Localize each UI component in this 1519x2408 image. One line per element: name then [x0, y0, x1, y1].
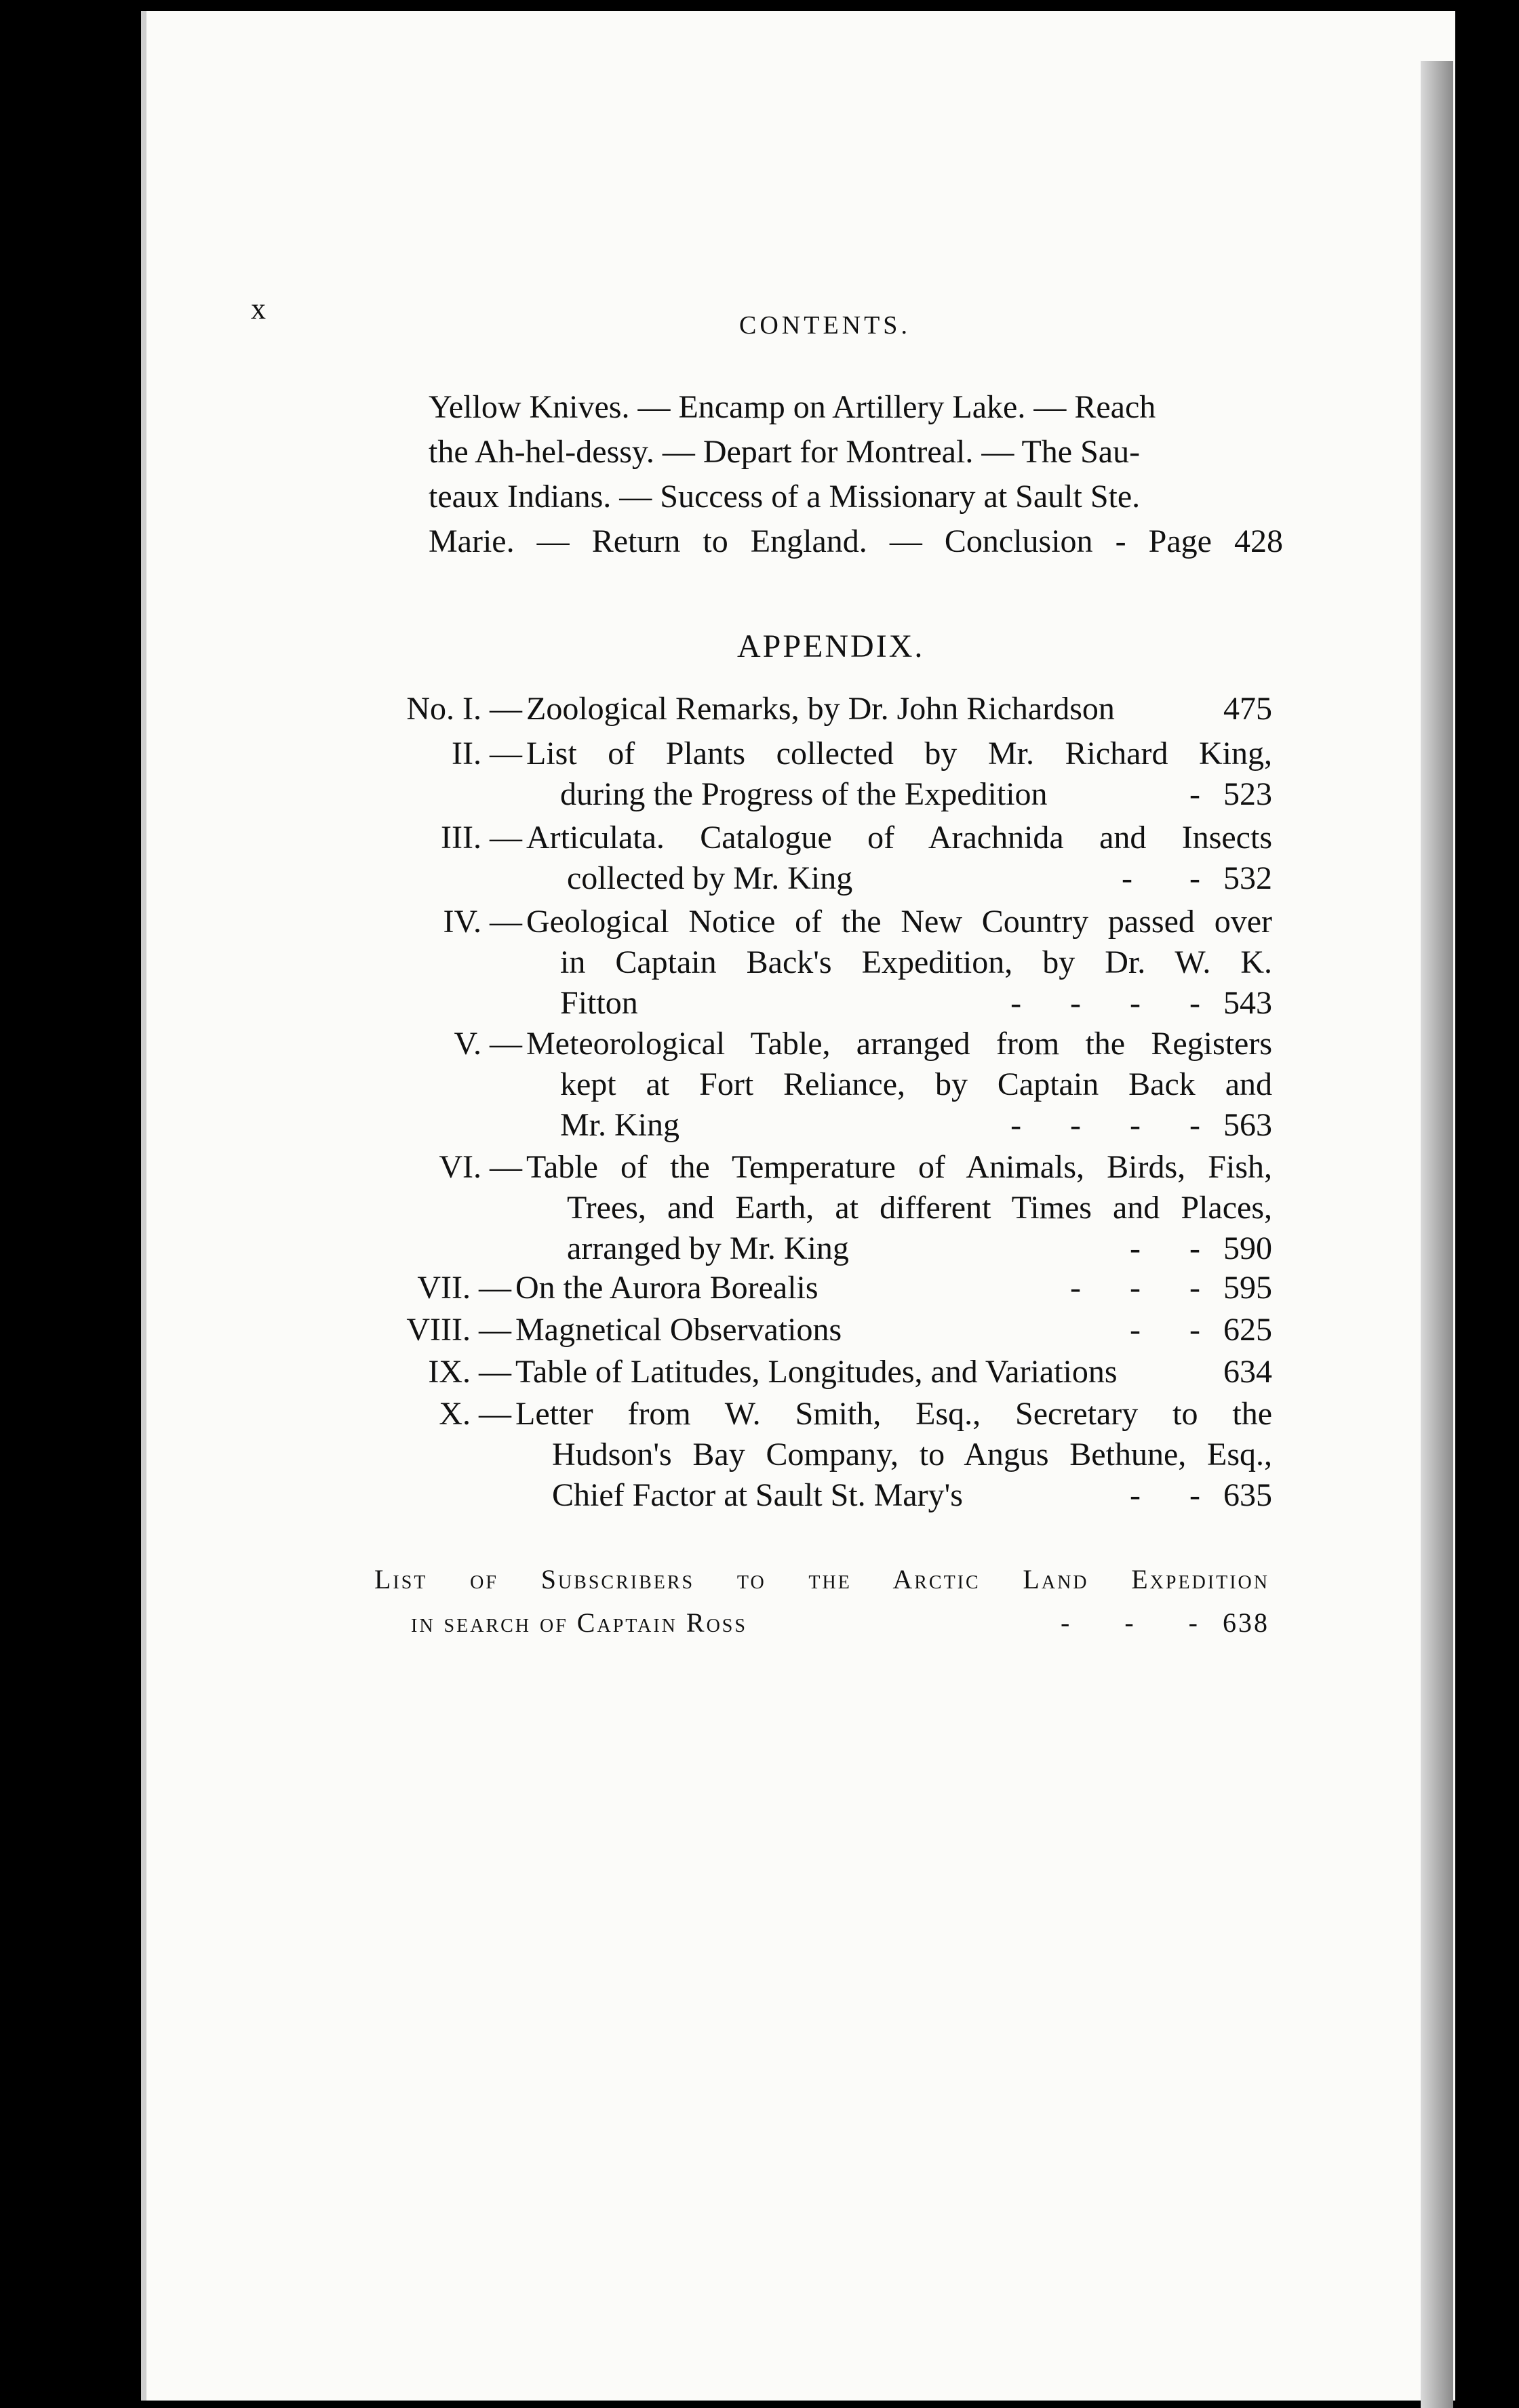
entry-title: Table of Latitudes, Longitudes, and Variations [515, 1354, 1118, 1390]
appendix-entry [439, 1147, 1272, 1269]
entry-number: X. — [439, 1396, 511, 1432]
entry-number: No. I. — [406, 691, 522, 727]
entry-page: 563 [1223, 1107, 1272, 1143]
entry-line [526, 983, 1272, 1024]
appendix-entry [417, 1268, 1272, 1308]
entry-leader: - - - - [1010, 1107, 1200, 1143]
entry-line [526, 858, 1272, 899]
entry-title: Geological Notice of the New Country passed over [526, 904, 1272, 940]
entry-title: during the Progress of the Expedition [560, 776, 1048, 812]
appendix-heading: APPENDIX. [737, 628, 925, 664]
appendix-entry [406, 689, 1272, 729]
entry-line [515, 1475, 1272, 1516]
appendix-entry [452, 734, 1272, 815]
chapter-continuation [429, 385, 1283, 564]
entry-number: IV. — [443, 904, 522, 940]
continuation-line: Yellow Knives. — Encamp on Artillery Lake. — Reach [429, 389, 1156, 425]
entry-page: 635 [1223, 1477, 1272, 1513]
page-gutter-edge [1421, 61, 1453, 2408]
entry-page: 543 [1223, 985, 1272, 1021]
entry-page: 532 [1223, 860, 1272, 896]
appendix-entry [443, 902, 1272, 1024]
entry-title: Trees, and Earth, at different Times and Places, [567, 1190, 1272, 1226]
entry-line [515, 1352, 1272, 1392]
entry-title: Meteorological Table, arranged from the Registers [526, 1026, 1272, 1062]
subscribers-entry [374, 1558, 1269, 1645]
entry-page: 523 [1223, 776, 1272, 812]
subscribers-title-cont: in search of Captain Ross [411, 1607, 747, 1638]
entry-number: VI. — [439, 1149, 522, 1185]
entry-title: Magnetical Observations [515, 1312, 842, 1348]
entry-title: Letter from W. Smith, Esq., Secretary to the [515, 1396, 1272, 1432]
entry-number: II. — [452, 736, 522, 771]
appendix-entry [406, 1310, 1272, 1350]
continuation-line: the Ah-hel-dessy. — Depart for Montreal. — The Sau- [429, 434, 1141, 470]
entry-leader: - - - - [1010, 985, 1200, 1021]
entry-title: Mr. King [560, 1107, 680, 1143]
entry-number: V. — [454, 1026, 522, 1062]
entry-title: Chief Factor at Sault St. Mary's [552, 1477, 963, 1513]
appendix-entry [439, 1394, 1272, 1516]
entry-number: III. — [441, 820, 522, 856]
entry-title: Hudson's Bay Company, to Angus Bethune, Esq., [552, 1437, 1272, 1472]
entry-title: Zoological Remarks, by Dr. John Richardson [526, 691, 1115, 727]
entry-line [526, 1105, 1272, 1146]
entry-title: On the Aurora Borealis [515, 1270, 818, 1306]
appendix-entry [454, 1024, 1272, 1146]
continuation-line: Marie. — Return to England. — Conclusion - Page 428 [429, 523, 1283, 559]
entry-page: 475 [1223, 691, 1272, 727]
entry-leader: - - [1130, 1477, 1200, 1513]
entry-title: Table of the Temperature of Animals, Birds, Fish, [526, 1149, 1272, 1185]
entry-title: arranged by Mr. King [567, 1230, 849, 1266]
entry-title: Fitton [560, 985, 638, 1021]
entry-title: in Captain Back's Expedition, by Dr. W. K. [560, 944, 1272, 980]
continuation-line: teaux Indians. — Success of a Missionary at Sault Ste. [429, 479, 1141, 515]
entry-page: 590 [1223, 1230, 1272, 1266]
entry-number: VII. — [417, 1270, 511, 1306]
entry-leader: - - [1122, 860, 1200, 896]
subscribers-leader: - - - [1061, 1607, 1200, 1638]
entry-page: 595 [1223, 1270, 1272, 1306]
running-head: CONTENTS. [739, 311, 911, 340]
subscribers-title: List of Subscribers to the Arctic Land Expedition [374, 1564, 1269, 1594]
appendix-entry [441, 818, 1272, 899]
entry-title: Articulata. Catalogue of Arachnida and Insects [526, 820, 1272, 856]
entry-line [526, 1228, 1272, 1269]
entry-title: collected by Mr. King [567, 860, 853, 896]
entry-page: 634 [1223, 1354, 1272, 1390]
subscribers-line [374, 1601, 1269, 1645]
entry-leader: - [1189, 776, 1200, 812]
entry-leader: - - [1130, 1230, 1200, 1266]
entry-line [515, 1310, 1272, 1350]
entry-number: IX. — [428, 1354, 511, 1390]
entry-leader: - - - [1070, 1270, 1200, 1306]
entry-leader: - - [1130, 1312, 1200, 1348]
entry-line [526, 689, 1272, 729]
appendix-entry [428, 1352, 1272, 1392]
entry-line [526, 774, 1272, 815]
entry-line [515, 1268, 1272, 1308]
page-folio: x [251, 292, 266, 325]
subscribers-page: 638 [1223, 1607, 1269, 1638]
entry-number: VIII. — [406, 1312, 511, 1348]
entry-title: kept at Fort Reliance, by Captain Back and [560, 1066, 1272, 1102]
entry-page: 625 [1223, 1312, 1272, 1348]
entry-title: List of Plants collected by Mr. Richard King, [526, 736, 1272, 771]
